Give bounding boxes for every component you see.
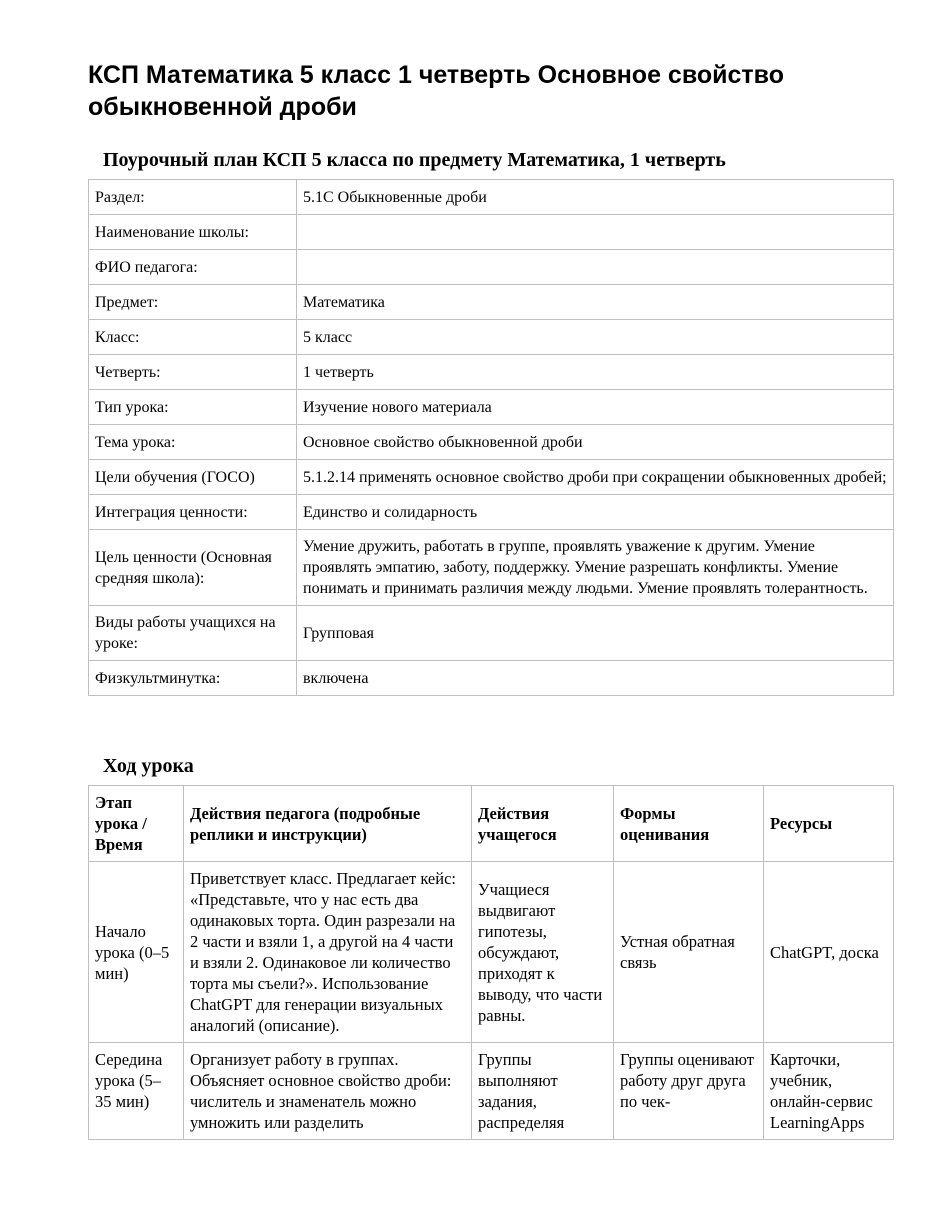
student-actions-cell: Учащиеся выдвигают гипотезы, обсуждают, приходят к выводу, что части равны. bbox=[472, 862, 614, 1043]
plan-subtitle: Поурочный план КСП 5 класса по предмету Математика, 1 четверть bbox=[103, 149, 726, 171]
table-row bbox=[89, 215, 894, 250]
info-value bbox=[297, 250, 894, 285]
resources-cell: Карточки, учебник, онлайн-сервис LearningApps bbox=[764, 1043, 894, 1140]
table-row bbox=[89, 250, 894, 285]
info-value: 1 четверть bbox=[297, 355, 894, 390]
teacher-actions-cell: Приветствует класс. Предлагает кейс: «Представьте, что у нас есть два одинаковых торта. Один разрезали на 2 части и взяли 1, а другой на 4 части и взяли 2. Одинаковое ли количество торта мы съели?». Использование ChatGPT для генерации визуальных аналогий (описание). bbox=[184, 862, 472, 1043]
column-header: Формы оценивания bbox=[614, 786, 764, 862]
info-value: Групповая bbox=[297, 606, 894, 661]
teacher-actions-cell: Организует работу в группах. Объясняет основное свойство дроби: числитель и знаменатель можно умножить или разделить bbox=[184, 1043, 472, 1140]
info-table bbox=[88, 179, 894, 696]
table-row bbox=[89, 180, 894, 215]
stage-cell: Середина урока (5–35 мин) bbox=[89, 1043, 184, 1140]
info-label: Виды работы учащихся на уроке: bbox=[89, 606, 297, 661]
info-label: Цель ценности (Основная средняя школа): bbox=[89, 530, 297, 606]
table-row bbox=[89, 862, 894, 1043]
assessment-cell: Устная обратная связь bbox=[614, 862, 764, 1043]
info-value: Умение дружить, работать в группе, проявлять уважение к другим. Умение проявлять эмпатию, заботу, поддержку. Умение разрешать конфликты. Умение понимать и принимать различия между людьми. Умение проявлять толерантность. bbox=[297, 530, 894, 606]
stage-cell: Начало урока (0–5 мин) bbox=[89, 862, 184, 1043]
table-row bbox=[89, 320, 894, 355]
info-label: Предмет: bbox=[89, 285, 297, 320]
info-value: 5.1С Обыкновенные дроби bbox=[297, 180, 894, 215]
lesson-heading: Ход урока bbox=[103, 755, 194, 777]
column-header: Ресурсы bbox=[764, 786, 894, 862]
info-value: 5 класс bbox=[297, 320, 894, 355]
info-value: Математика bbox=[297, 285, 894, 320]
table-row bbox=[89, 425, 894, 460]
column-header: Этап урока / Время bbox=[89, 786, 184, 862]
info-label: Наименование школы: bbox=[89, 215, 297, 250]
resources-cell: ChatGPT, доска bbox=[764, 862, 894, 1043]
info-label: Четверть: bbox=[89, 355, 297, 390]
info-label: Цели обучения (ГОСО) bbox=[89, 460, 297, 495]
info-label: Тип урока: bbox=[89, 390, 297, 425]
info-value: Основное свойство обыкновенной дроби bbox=[297, 425, 894, 460]
table-row bbox=[89, 1043, 894, 1140]
document-title: КСП Математика 5 класс 1 четверть Основное свойство обыкновенной дроби bbox=[88, 61, 784, 121]
column-header: Действия учащегося bbox=[472, 786, 614, 862]
table-row bbox=[89, 355, 894, 390]
info-label: Тема урока: bbox=[89, 425, 297, 460]
info-label: Класс: bbox=[89, 320, 297, 355]
info-label: ФИО педагога: bbox=[89, 250, 297, 285]
assessment-cell: Группы оценивают работу друг друга по чек- bbox=[614, 1043, 764, 1140]
table-row bbox=[89, 530, 894, 606]
info-label: Интеграция ценности: bbox=[89, 495, 297, 530]
table-row bbox=[89, 460, 894, 495]
info-value: Единство и солидарность bbox=[297, 495, 894, 530]
table-row bbox=[89, 495, 894, 530]
info-value: Изучение нового материала bbox=[297, 390, 894, 425]
info-value: включена bbox=[297, 661, 894, 696]
info-label: Раздел: bbox=[89, 180, 297, 215]
table-header-row bbox=[89, 786, 894, 862]
info-value bbox=[297, 215, 894, 250]
table-row bbox=[89, 285, 894, 320]
table-row bbox=[89, 606, 894, 661]
student-actions-cell: Группы выполняют задания, распределяя bbox=[472, 1043, 614, 1140]
info-value: 5.1.2.14 применять основное свойство дроби при сокращении обыкновенных дробей; bbox=[297, 460, 894, 495]
table-row bbox=[89, 390, 894, 425]
info-label: Физкультминутка: bbox=[89, 661, 297, 696]
lesson-table bbox=[88, 785, 894, 1140]
table-row bbox=[89, 661, 894, 696]
column-header: Действия педагога (подробные реплики и инструкции) bbox=[184, 786, 472, 862]
